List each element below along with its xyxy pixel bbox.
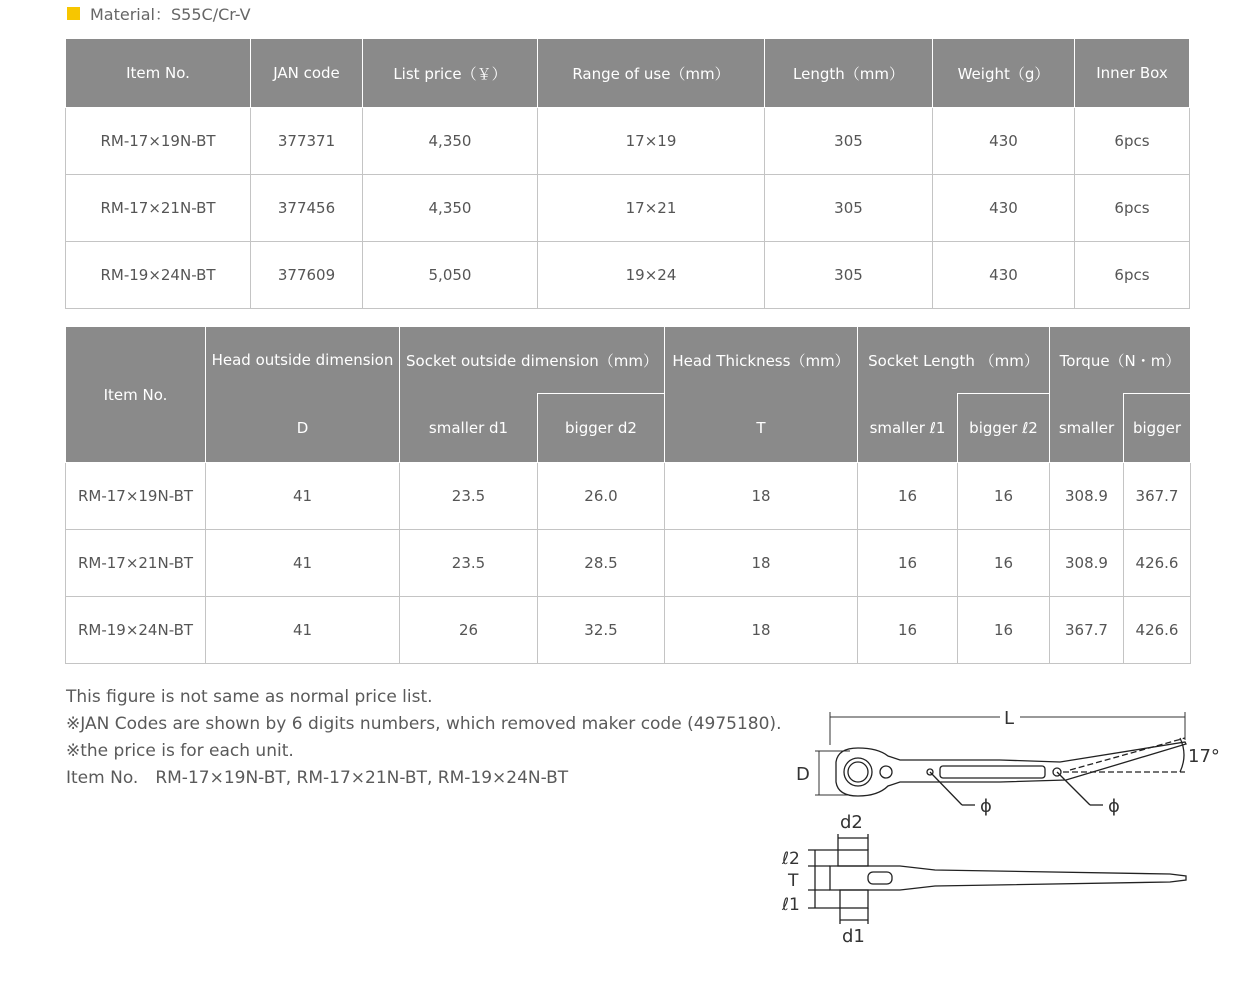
material-label: Material：S55C/Cr-V	[90, 4, 251, 24]
col-torque-bigger: bigger	[1124, 394, 1191, 463]
price-table	[65, 38, 1190, 309]
cell-d: 41	[206, 463, 400, 530]
cell-item-no: RM-19×24N-BT	[66, 242, 251, 309]
col-smaller-l1: smaller ℓ1	[858, 394, 958, 463]
col-t: T	[665, 394, 858, 463]
cell-range: 19×24	[538, 242, 765, 309]
group-torque: Torque（N・m）	[1050, 327, 1191, 394]
group-head-outside: Head outside dimension	[206, 327, 400, 394]
cell-d1: 23.5	[400, 530, 538, 597]
cell-range: 17×19	[538, 108, 765, 175]
table-row	[66, 175, 1190, 242]
cell-item-no: RM-19×24N-BT	[66, 597, 206, 664]
col-smaller-d1: smaller d1	[400, 394, 538, 463]
label-L: L	[1004, 708, 1015, 729]
cell-l1: 16	[858, 530, 958, 597]
cell-t: 18	[665, 530, 858, 597]
cell-torque-bigger: 426.6	[1124, 530, 1191, 597]
cell-inner-box: 6pcs	[1075, 242, 1190, 309]
cell-d1: 26	[400, 597, 538, 664]
col-list-price: List price（￥）	[363, 39, 538, 108]
wrench-side-view	[781, 812, 1186, 947]
col-d: D	[206, 394, 400, 463]
cell-range: 17×21	[538, 175, 765, 242]
cell-d1: 23.5	[400, 463, 538, 530]
cell-jan-code: 377371	[251, 108, 363, 175]
cell-item-no: RM-17×19N-BT	[66, 463, 206, 530]
cell-inner-box: 6pcs	[1075, 175, 1190, 242]
cell-list-price: 4,350	[363, 108, 538, 175]
cell-length: 305	[765, 108, 933, 175]
dimension-table-group-header	[66, 327, 1191, 394]
head-dimension	[796, 751, 850, 795]
length-dimension	[830, 708, 1185, 745]
note-line: ※the price is for each unit.	[66, 741, 294, 761]
col-bigger-d2: bigger d2	[538, 394, 665, 463]
group-socket-length: Socket Length （mm）	[858, 327, 1050, 394]
price-table-header	[66, 39, 1190, 108]
label-l1: ℓ1	[782, 895, 800, 915]
group-head-thickness: Head Thickness（mm）	[665, 327, 858, 394]
cell-torque-bigger: 367.7	[1124, 463, 1191, 530]
cell-d2: 32.5	[538, 597, 665, 664]
cell-l1: 16	[858, 597, 958, 664]
col-length: Length（mm）	[765, 39, 933, 108]
col-bigger-l2: bigger ℓ2	[958, 394, 1050, 463]
cell-l1: 16	[858, 463, 958, 530]
col-inner-box: Inner Box	[1075, 39, 1190, 108]
cell-torque-smaller: 367.7	[1050, 597, 1124, 664]
cell-list-price: 4,350	[363, 175, 538, 242]
label-phi2: ϕ	[1108, 796, 1120, 817]
col-jan-code: JAN code	[251, 39, 363, 108]
cell-torque-smaller: 308.9	[1050, 530, 1124, 597]
label-D: D	[796, 764, 810, 785]
cell-l2: 16	[958, 530, 1050, 597]
cell-d2: 26.0	[538, 463, 665, 530]
dimension-table	[65, 326, 1191, 664]
table-row	[66, 530, 1191, 597]
cell-weight: 430	[933, 242, 1075, 309]
label-T: T	[788, 871, 799, 891]
cell-torque-smaller: 308.9	[1050, 463, 1124, 530]
note-line: ※JAN Codes are shown by 6 digits numbers, which removed maker code (4975180).	[66, 714, 782, 734]
cell-d: 41	[206, 530, 400, 597]
cell-t: 18	[665, 597, 858, 664]
label-l2: ℓ2	[782, 849, 800, 869]
dimension-table-sub-header	[66, 394, 1191, 463]
wrench-diagram	[780, 700, 1230, 960]
col-weight: Weight（g）	[933, 39, 1075, 108]
cell-t: 18	[665, 463, 858, 530]
cell-l2: 16	[958, 463, 1050, 530]
label-d2: d2	[840, 812, 863, 833]
cell-weight: 430	[933, 108, 1075, 175]
material-marker	[67, 7, 80, 20]
group-socket-outside: Socket outside dimension（mm）	[400, 327, 665, 394]
cell-item-no: RM-17×19N-BT	[66, 108, 251, 175]
cell-l2: 16	[958, 597, 1050, 664]
cell-jan-code: 377456	[251, 175, 363, 242]
cell-torque-bigger: 426.6	[1124, 597, 1191, 664]
table-row	[66, 242, 1190, 309]
table-row	[66, 463, 1191, 530]
cell-length: 305	[765, 242, 933, 309]
note-line: This figure is not same as normal price list.	[66, 687, 433, 707]
cell-jan-code: 377609	[251, 242, 363, 309]
cell-d2: 28.5	[538, 530, 665, 597]
table-row	[66, 597, 1191, 664]
wrench-top-view	[836, 738, 1220, 817]
col-torque-smaller: smaller	[1050, 394, 1124, 463]
notes	[66, 684, 781, 792]
table-row	[66, 108, 1190, 175]
cell-list-price: 5,050	[363, 242, 538, 309]
col-item-no: Item No.	[66, 39, 251, 108]
label-phi1: ϕ	[980, 796, 992, 817]
cell-item-no: RM-17×21N-BT	[66, 530, 206, 597]
label-d1: d1	[842, 926, 865, 947]
cell-d: 41	[206, 597, 400, 664]
col-item-no: Item No.	[66, 327, 206, 463]
cell-weight: 430	[933, 175, 1075, 242]
cell-inner-box: 6pcs	[1075, 108, 1190, 175]
material-line	[67, 2, 251, 24]
cell-length: 305	[765, 175, 933, 242]
cell-item-no: RM-17×21N-BT	[66, 175, 251, 242]
col-range-of-use: Range of use（mm）	[538, 39, 765, 108]
label-angle: 17°	[1188, 746, 1220, 767]
note-line: Item No. RM-17×19N-BT, RM-17×21N-BT, RM-19×24N-BT	[66, 768, 569, 788]
